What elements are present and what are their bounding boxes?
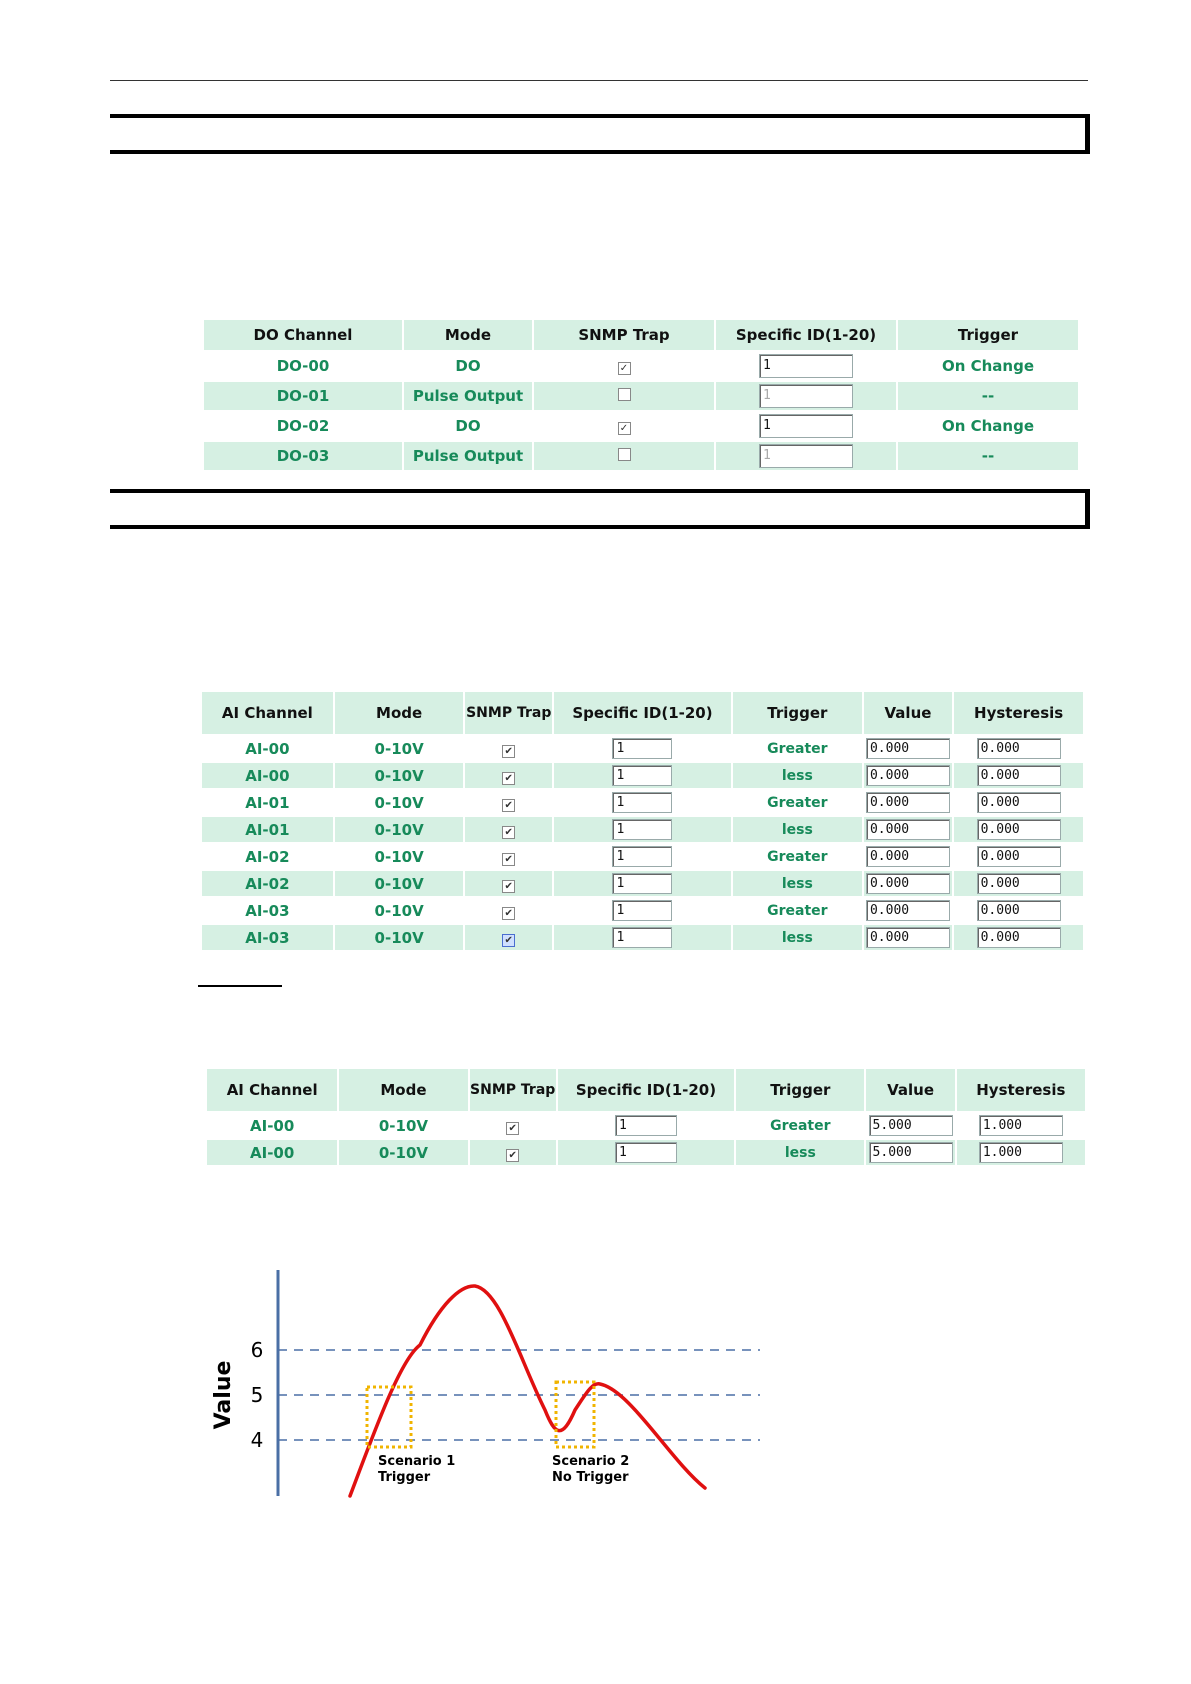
- hysteresis-cell: [954, 844, 1083, 869]
- mode-cell: 0-10V: [378, 1116, 429, 1135]
- channel-cell: DO-01: [204, 382, 402, 410]
- trigger-cell: less: [733, 763, 862, 788]
- snmp-trap-checkbox[interactable]: ✓: [618, 422, 631, 435]
- specific-id-input[interactable]: 1: [759, 354, 853, 378]
- value-cell: [864, 817, 953, 842]
- snmp-trap-checkbox[interactable]: ✔: [502, 907, 515, 920]
- snmp-trap-checkbox[interactable]: [618, 448, 631, 461]
- table-row: [207, 1140, 1085, 1165]
- snmp-trap-cell: [465, 736, 551, 761]
- section-bar-2: [110, 489, 1090, 529]
- snmp-trap-cell: [465, 925, 551, 950]
- specific-id-cell: [558, 1113, 734, 1138]
- value-input[interactable]: 0.000: [866, 765, 950, 786]
- scenario-label-line2: Trigger: [378, 1470, 431, 1485]
- column-header: AI Channel: [207, 1069, 337, 1111]
- table-row: [202, 817, 1083, 842]
- hysteresis-cell: [954, 871, 1083, 896]
- specific-id-cell: [554, 925, 731, 950]
- specific-id-cell: [554, 790, 731, 815]
- snmp-trap-checkbox[interactable]: ✔: [502, 934, 515, 947]
- section-bar-1: [110, 114, 1090, 154]
- mode-cell: 0-10V: [335, 925, 464, 950]
- specific-id-input[interactable]: 1: [759, 384, 853, 408]
- mode-cell: 0-10V: [335, 871, 464, 896]
- column-header: SNMP Trap: [534, 320, 714, 350]
- hysteresis-cell: [954, 763, 1083, 788]
- mode-cell: Pulse Output: [404, 442, 532, 470]
- mode-cell: 0-10V: [374, 901, 424, 920]
- specific-id-input[interactable]: 1: [759, 444, 853, 468]
- hysteresis-cell: [957, 1140, 1085, 1165]
- snmp-trap-cell: [465, 817, 551, 842]
- y-axis-label: Value: [211, 1360, 236, 1430]
- y-tick-label: 4: [250, 1428, 264, 1452]
- column-header: Value: [864, 692, 953, 734]
- note-underline: [198, 985, 282, 987]
- snmp-trap-cell: [465, 871, 551, 896]
- value-input[interactable]: 0.000: [866, 738, 950, 759]
- trigger-cell: less: [733, 925, 862, 950]
- snmp-trap-cell: [534, 382, 714, 410]
- channel-cell: AI-02: [202, 871, 333, 896]
- channel-cell: AI-01: [245, 793, 290, 812]
- ai-channel-table: [200, 690, 1085, 952]
- snmp-trap-cell: [534, 442, 714, 470]
- value-input[interactable]: 5.000: [869, 1115, 953, 1136]
- hysteresis-cell: [957, 1113, 1085, 1138]
- hysteresis-input[interactable]: 0.000: [977, 819, 1061, 840]
- value-cell: [864, 790, 953, 815]
- value-cell: [864, 736, 953, 761]
- y-tick-label: 6: [250, 1338, 264, 1362]
- specific-id-cell: [716, 442, 896, 470]
- specific-id-cell: [554, 871, 731, 896]
- specific-id-cell: [558, 1140, 734, 1165]
- trigger-cell: less: [733, 871, 862, 896]
- table-row: [202, 925, 1083, 950]
- table-row: [202, 898, 1083, 923]
- mode-cell: 0-10V: [335, 817, 464, 842]
- trigger-cell: Greater: [767, 902, 828, 919]
- column-header: SNMP Trap: [470, 1069, 556, 1111]
- column-header: Mode: [335, 692, 464, 734]
- specific-id-input[interactable]: 1: [612, 873, 672, 894]
- table-row: [204, 352, 1078, 380]
- value-cell: [864, 871, 953, 896]
- channel-cell: DO-03: [204, 442, 402, 470]
- value-cell: [864, 898, 953, 923]
- trigger-cell: Greater: [767, 848, 828, 865]
- snmp-trap-cell: [470, 1113, 556, 1138]
- mode-cell: 0-10V: [339, 1140, 467, 1165]
- value-cell: [866, 1140, 954, 1165]
- snmp-trap-checkbox[interactable]: ✔: [502, 799, 515, 812]
- specific-id-input[interactable]: 1: [612, 846, 672, 867]
- channel-cell: AI-03: [245, 901, 290, 920]
- value-input[interactable]: 0.000: [866, 846, 950, 867]
- mode-cell: DO: [455, 357, 481, 375]
- mode-cell: 0-10V: [374, 739, 424, 758]
- specific-id-cell: [554, 817, 731, 842]
- table-row: [204, 442, 1078, 470]
- value-cell: [864, 763, 953, 788]
- table-row: [202, 844, 1083, 869]
- specific-id-input[interactable]: 1: [615, 1115, 677, 1136]
- table-row: [202, 736, 1083, 761]
- column-header: Value: [866, 1069, 954, 1111]
- column-header: AI Channel: [202, 692, 333, 734]
- table-row: [202, 790, 1083, 815]
- value-input[interactable]: 0.000: [866, 900, 950, 921]
- hysteresis-input[interactable]: 0.000: [977, 873, 1061, 894]
- specific-id-input[interactable]: 1: [612, 927, 672, 948]
- snmp-trap-checkbox[interactable]: ✔: [506, 1149, 519, 1162]
- snmp-trap-checkbox[interactable]: ✔: [502, 772, 515, 785]
- hysteresis-input[interactable]: 0.000: [977, 792, 1061, 813]
- column-header: Mode: [404, 320, 532, 350]
- specific-id-cell: [716, 412, 896, 440]
- trigger-cell: Greater: [767, 794, 828, 811]
- hysteresis-cell: [954, 898, 1083, 923]
- table-header-row: [204, 320, 1078, 350]
- hysteresis-input[interactable]: 0.000: [977, 765, 1061, 786]
- table-row: [204, 412, 1078, 440]
- ai-channel-example-table: [205, 1067, 1087, 1167]
- hysteresis-cell: [954, 736, 1083, 761]
- specific-id-cell: [716, 382, 896, 410]
- column-header: Specific ID(1-20): [558, 1069, 734, 1111]
- column-header: Trigger: [733, 692, 862, 734]
- column-header: Trigger: [898, 320, 1078, 350]
- mode-cell: 0-10V: [374, 793, 424, 812]
- hysteresis-cell: [954, 925, 1083, 950]
- hysteresis-input[interactable]: 0.000: [977, 900, 1061, 921]
- specific-id-cell: [554, 736, 731, 761]
- value-cell: [864, 925, 953, 950]
- value-input[interactable]: 0.000: [866, 792, 950, 813]
- specific-id-cell: [554, 898, 731, 923]
- mode-cell: Pulse Output: [404, 382, 532, 410]
- hysteresis-input[interactable]: 1.000: [979, 1115, 1063, 1136]
- specific-id-cell: [716, 352, 896, 380]
- scenario-label-line2: No Trigger: [552, 1470, 629, 1485]
- channel-cell: AI-00: [245, 739, 290, 758]
- hysteresis-cell: [954, 817, 1083, 842]
- snmp-trap-checkbox[interactable]: [618, 388, 631, 401]
- channel-cell: AI-02: [245, 847, 290, 866]
- value-input[interactable]: 0.000: [866, 819, 950, 840]
- channel-cell: AI-00: [250, 1116, 295, 1135]
- hysteresis-input[interactable]: 1.000: [979, 1142, 1063, 1163]
- column-header: Specific ID(1-20): [554, 692, 731, 734]
- specific-id-input[interactable]: 1: [615, 1142, 677, 1163]
- column-header: SNMP Trap: [465, 692, 551, 734]
- table-row: [207, 1113, 1085, 1138]
- hysteresis-input[interactable]: 0.000: [977, 738, 1061, 759]
- mode-cell: DO: [455, 417, 481, 435]
- snmp-trap-checkbox[interactable]: ✓: [618, 362, 631, 375]
- channel-cell: AI-03: [202, 925, 333, 950]
- specific-id-input[interactable]: 1: [612, 792, 672, 813]
- specific-id-cell: [554, 844, 731, 869]
- channel-cell: AI-00: [207, 1140, 337, 1165]
- hysteresis-chart: [200, 1270, 780, 1510]
- table-row: [202, 871, 1083, 896]
- snmp-trap-checkbox[interactable]: ✔: [502, 826, 515, 839]
- hysteresis-cell: [954, 790, 1083, 815]
- trigger-cell: Greater: [770, 1117, 831, 1134]
- channel-cell: DO-02: [276, 417, 330, 435]
- trigger-cell: less: [736, 1140, 864, 1165]
- trigger-cell: --: [898, 442, 1078, 470]
- mode-cell: 0-10V: [335, 763, 464, 788]
- specific-id-input[interactable]: 1: [612, 738, 672, 759]
- snmp-trap-checkbox[interactable]: ✔: [502, 745, 515, 758]
- hysteresis-input[interactable]: 0.000: [977, 927, 1061, 948]
- y-tick-label: 5: [250, 1383, 264, 1407]
- trigger-cell: Greater: [767, 740, 828, 757]
- channel-cell: DO-00: [276, 357, 330, 375]
- column-header: Trigger: [736, 1069, 864, 1111]
- table-header-row: [207, 1069, 1085, 1111]
- trigger-cell: On Change: [941, 357, 1035, 375]
- channel-cell: AI-00: [202, 763, 333, 788]
- value-input[interactable]: 0.000: [866, 927, 950, 948]
- specific-id-input[interactable]: 1: [612, 819, 672, 840]
- table-header-row: [202, 692, 1083, 734]
- specific-id-input[interactable]: 1: [612, 765, 672, 786]
- snmp-trap-checkbox[interactable]: ✔: [506, 1122, 519, 1135]
- specific-id-cell: [554, 763, 731, 788]
- snmp-trap-cell: [465, 763, 551, 788]
- snmp-trap-checkbox[interactable]: ✔: [502, 880, 515, 893]
- snmp-trap-cell: [534, 352, 714, 380]
- header-rule: [110, 80, 1088, 81]
- trigger-cell: On Change: [941, 417, 1035, 435]
- specific-id-input[interactable]: 1: [759, 414, 853, 438]
- value-input[interactable]: 5.000: [869, 1142, 953, 1163]
- channel-cell: AI-01: [202, 817, 333, 842]
- table-row: [202, 763, 1083, 788]
- trigger-cell: --: [898, 382, 1078, 410]
- value-cell: [864, 844, 953, 869]
- table-row: [204, 382, 1078, 410]
- value-cell: [866, 1113, 954, 1138]
- scenario-label-line1: Scenario 2: [552, 1454, 630, 1469]
- do-channel-table: [202, 318, 1080, 472]
- column-header: Hysteresis: [954, 692, 1083, 734]
- snmp-trap-cell: [465, 844, 551, 869]
- scenario-label-line1: Scenario 1: [378, 1454, 456, 1469]
- column-header: Mode: [339, 1069, 467, 1111]
- snmp-trap-cell: [470, 1140, 556, 1165]
- snmp-trap-cell: [465, 790, 551, 815]
- value-input[interactable]: 0.000: [866, 873, 950, 894]
- snmp-trap-checkbox[interactable]: ✔: [502, 853, 515, 866]
- column-header: Specific ID(1-20): [716, 320, 896, 350]
- trigger-cell: less: [733, 817, 862, 842]
- mode-cell: 0-10V: [374, 847, 424, 866]
- snmp-trap-cell: [465, 898, 551, 923]
- snmp-trap-cell: [534, 412, 714, 440]
- hysteresis-input[interactable]: 0.000: [977, 846, 1061, 867]
- specific-id-input[interactable]: 1: [612, 900, 672, 921]
- column-header: DO Channel: [204, 320, 402, 350]
- column-header: Hysteresis: [957, 1069, 1085, 1111]
